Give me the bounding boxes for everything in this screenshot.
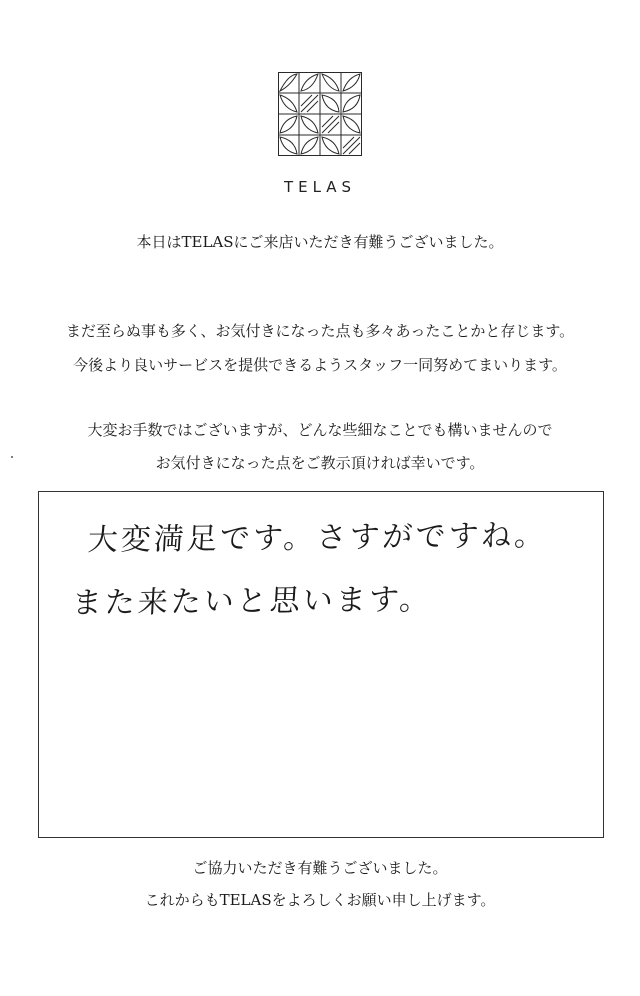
request-line-1: まだ至らぬ事も多く、お気付きになった点も多々あったことかと存じます。 <box>65 322 575 340</box>
handwritten-comment-line-1: 大変満足です。さすがですね。 <box>86 518 549 559</box>
footer-line-1: ご協力いただき有難うございました。 <box>192 859 448 877</box>
request-line-4: お気付きになった点をご教示頂ければ幸いです。 <box>155 454 485 472</box>
thanks-message: 本日はTELASにご来店いただき有難うございました。 <box>136 233 504 251</box>
footer-line-2: これからもTELASをよろしくお願い申し上げます。 <box>144 891 496 909</box>
scan-speck <box>11 456 13 458</box>
handwritten-comment-line-2: また来たいと思います。 <box>70 582 434 622</box>
request-line-2: 今後より良いサービスを提供できるようスタッフ一同努めてまいります。 <box>73 356 567 374</box>
brand-name: TELAS <box>283 178 357 196</box>
telas-logo-icon <box>278 72 362 156</box>
request-line-3: 大変お手数ではございますが、どんな些細なことでも構いませんので <box>87 421 553 439</box>
